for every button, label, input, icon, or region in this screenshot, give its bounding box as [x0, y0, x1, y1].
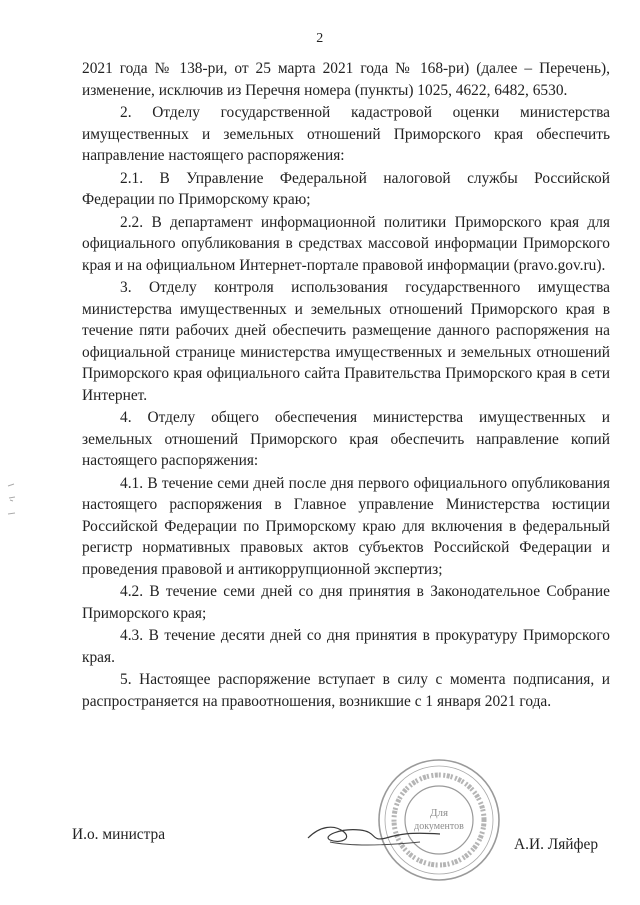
paragraph-item-4-2: 4.2. В течение семи дней со дня принятия в Законодательное Собрание Приморского края; — [82, 583, 610, 622]
handwritten-signature-icon — [300, 812, 450, 852]
paragraph-item-5: 5. Настоящее распоряжение вступает в силу с момента подписания, и распространяется на правоотношения, возникшие с 1 января 2021 года. — [82, 671, 610, 710]
stamp-center-line1: Для — [429, 807, 449, 819]
paragraph-item-2-1: 2.1. В Управление Федеральной налоговой службы Российской Федерации по Приморскому краю; — [82, 169, 610, 208]
stamp-center-line2: документов — [414, 821, 464, 832]
signatory-name: А.И. Ляйфер — [514, 836, 599, 853]
margin-marks — [6, 480, 18, 540]
paragraph-item-3: 3. Отделу контроля использования государственного имущества министерства имущественных и земельных отношений Приморского края в течение пяти рабочих дней обеспечить размещение данного распоряжения на официальной странице министерства имущественных и земельных отношений Приморского края официального сайта Правительства Приморского края в сети Интернет. — [82, 279, 610, 404]
paragraph-item-4-3: 4.3. В течение десяти дней со дня принятия в прокуратуру Приморского края. — [82, 627, 610, 666]
paragraph-item-2-2: 2.2. В департамент информационной политики Приморского края для официального опубликования в средствах массовой информации Приморского края и на официальном Интернет-портале правовой информации (pravo.gov.ru). — [82, 213, 610, 274]
signatory-position: И.о. министра — [72, 826, 166, 843]
paragraph-item-2: 2. Отделу государственной кадастровой оценки министерства имущественных и земельных отношений Приморского края обеспечить направление настоящего распоряжения: — [82, 104, 610, 164]
paragraph-continuation: 2021 года № 138-ри, от 25 марта 2021 года № 168-ри) (далее – Перечень), изменение, исключив из Перечня номера (пункты) 1025, 4622, 6482, 6530. — [82, 60, 610, 99]
document-body — [82, 58, 610, 713]
paragraph-item-4: 4. Отделу общего обеспечения министерства имущественных и земельных отношений Приморского края обеспечить направление копий настоящего распоряжения: — [82, 409, 610, 469]
page-number: 2 — [316, 31, 324, 46]
paragraph-item-4-1: 4.1. В течение семи дней после дня первого официального опубликования настоящего распоряжения в Главное управление Министерства юстиции Российской Федерации по Приморскому краю для включения в федеральный регистр нормативных правовых актов субъектов Российской Федерации и проведения правовой и антикоррупционной экспертиз; — [82, 474, 610, 578]
